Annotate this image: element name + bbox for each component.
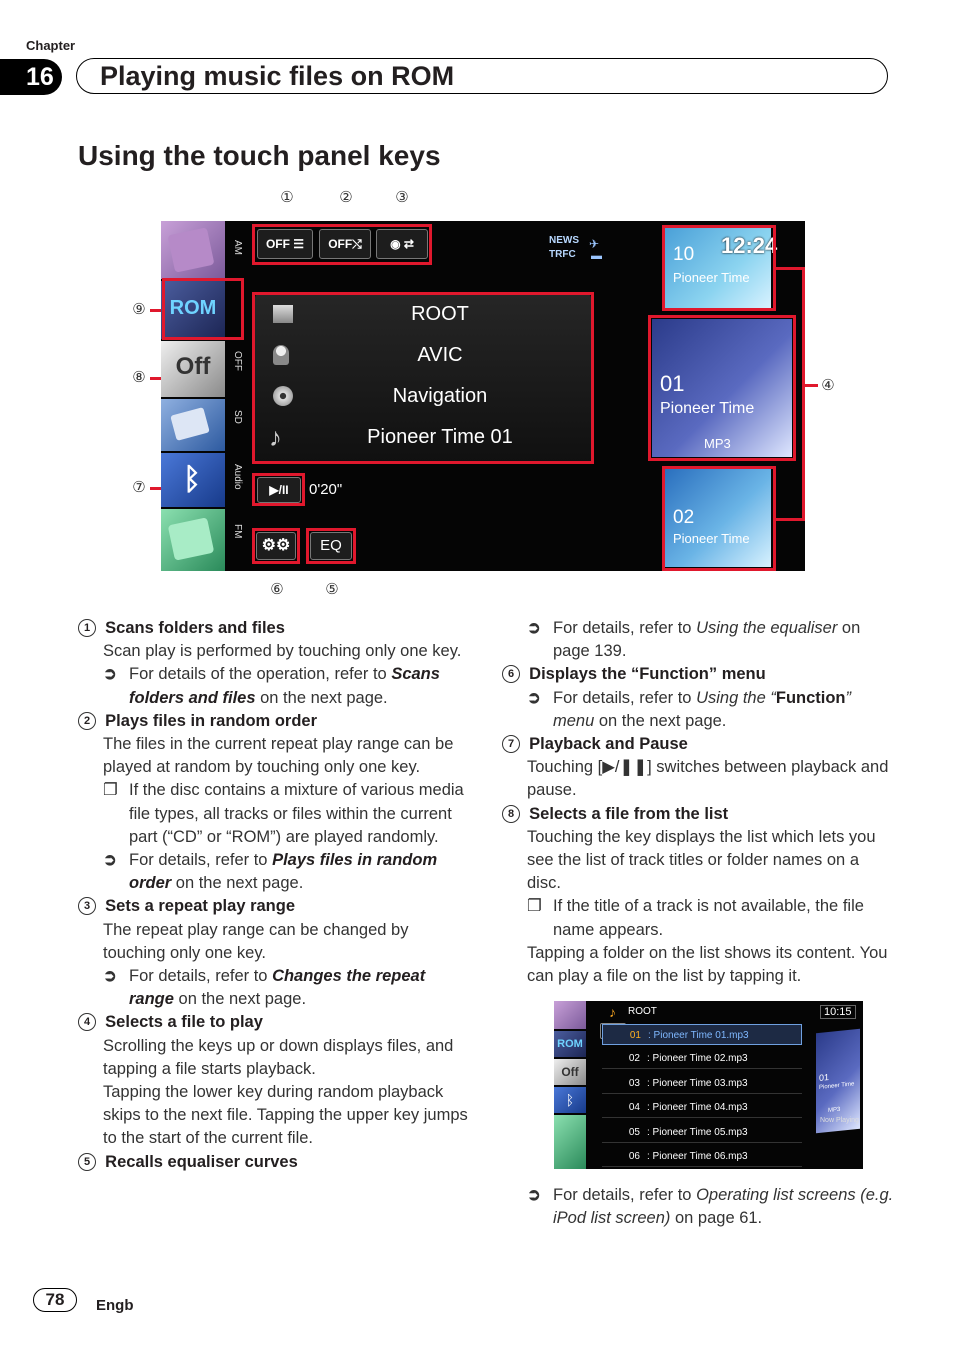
item-6-ref (502, 687, 894, 733)
bracket-line (802, 267, 805, 521)
item-1-heading (78, 617, 470, 640)
highlight-play-key (252, 473, 305, 506)
list-row[interactable] (602, 1073, 802, 1094)
item-number: 2 (78, 712, 96, 730)
callout-9: ⑨ (132, 301, 146, 318)
news-icon: ✈ (589, 237, 600, 251)
rom-label: ROM (169, 297, 217, 319)
tile-number: 01 (660, 371, 685, 396)
ref-text: For details of the operation, refer to (129, 665, 392, 684)
item-number: 4 (78, 1013, 96, 1031)
list-item-label: Navigation (392, 385, 488, 407)
row-name: : Pioneer Time 02.mp3 (647, 1053, 748, 1064)
item-4-body: Scrolling the keys up or down displays files, and tapping a file starts playback. (103, 1036, 454, 1078)
callout-3: ③ (395, 189, 409, 206)
row-name: : Pioneer Time 03.mp3 (647, 1078, 748, 1089)
item-7-heading (502, 733, 894, 756)
highlight-top-keys (252, 224, 432, 265)
tile-name: Pioneer Time (660, 400, 755, 417)
ref-text: on the next page. (255, 688, 388, 707)
fm-source-icon[interactable] (161, 509, 225, 571)
item-1-ref (78, 663, 470, 709)
music-note-icon: ♪ (609, 1004, 616, 1020)
heading-text: Displays the “Function” menu (529, 665, 766, 684)
item-8-body: Tapping a folder on the list shows its content. You can play a file on the list by tapping it. (527, 943, 888, 986)
highlight-eq-key (306, 528, 356, 564)
tile-name: Pioneer Time (819, 1081, 855, 1091)
callout-6: ⑥ (270, 581, 284, 598)
item-number: 5 (78, 1153, 96, 1171)
elapsed-time: 0'20" (309, 481, 343, 498)
ref-link[interactable]: Scans folders and files (129, 665, 440, 707)
ref-text: on page 139. (553, 619, 861, 661)
item-3-body: The repeat play range can be changed by touching only one key. (103, 920, 409, 962)
page-number: 78 (33, 1288, 77, 1312)
row-number: 06 (628, 1151, 640, 1162)
ref-text: on the next page. (171, 874, 304, 893)
ref-text: For details, refer to (553, 688, 697, 707)
ref-link[interactable]: Changes the repeat range (129, 967, 426, 1009)
list-row[interactable] (602, 1024, 802, 1045)
row-name: : Pioneer Time 05.mp3 (647, 1127, 748, 1138)
ref-link[interactable]: Plays files in random order (129, 851, 438, 893)
highlight-tile-lower (662, 466, 776, 571)
clock: 10:15 (820, 1005, 856, 1019)
heading-text: Sets a repeat play range (105, 897, 296, 916)
ref-link-bold[interactable]: Function (775, 688, 846, 707)
list-row[interactable] (602, 1097, 802, 1118)
note-text: If the title of a track is not available, the file name appears. (553, 897, 864, 939)
folder-name: ROOT (628, 1006, 657, 1017)
ref-link[interactable]: Using the equaliser (696, 619, 838, 637)
callout-line-4 (804, 384, 818, 387)
highlight-file-list (252, 292, 594, 464)
list-row[interactable] (602, 1048, 802, 1069)
highlight-tile-current (648, 315, 796, 461)
heading-text: Recalls equaliser curves (105, 1152, 298, 1171)
callout-2: ② (339, 189, 353, 206)
final-ref (502, 1184, 894, 1230)
arrow-icon: ➲ (527, 1186, 541, 1204)
scan-key[interactable]: OFF ☰ (257, 229, 313, 259)
section-title: Using the touch panel keys (78, 140, 441, 171)
traffic-icon: ▬ (591, 250, 602, 262)
row-number: 05 (628, 1127, 640, 1138)
item-2-heading (78, 710, 470, 733)
repeat-key[interactable]: ◉ ⇄ (376, 229, 428, 259)
item-5-ref (502, 617, 894, 663)
tab-am[interactable]: AM (232, 239, 243, 255)
item-number: 8 (502, 805, 520, 823)
tile-name: Pioneer Time (673, 270, 750, 285)
gear-icon: ⚙⚙ (261, 537, 291, 554)
music-note-icon: ♪ (269, 422, 282, 452)
row-number: 01 (629, 1030, 641, 1041)
list-row[interactable] (602, 1122, 802, 1143)
am-source-icon[interactable] (161, 221, 225, 279)
chapter-title: Playing music files on ROM (100, 61, 455, 91)
ref-text: For details, refer to (129, 967, 273, 986)
item-8-body: Touching the key displays the list which lets you see the list of track titles or folder names on a disc. (527, 827, 876, 893)
clock: 12:24 (721, 233, 778, 258)
bluetooth-audio-icon[interactable]: ᛒ (161, 453, 225, 507)
left-column (78, 617, 470, 1174)
am-source-icon[interactable] (554, 1001, 586, 1029)
ref-text: on the next page. (594, 711, 727, 730)
ref-text: on page 61. (670, 1209, 763, 1228)
ref-link[interactable]: ” menu (553, 688, 852, 730)
touch-panel-screenshot (161, 221, 805, 571)
row-name: : Pioneer Time 01.mp3 (648, 1030, 749, 1041)
now-playing-label: Now Playing (820, 1117, 859, 1124)
item-8-heading (502, 803, 894, 826)
chapter-label: Chapter (26, 38, 76, 53)
highlight-function-key (252, 528, 300, 564)
list-item-label: Pioneer Time 01 (367, 426, 513, 448)
chapter-number: 16 (0, 59, 62, 95)
note-text: If the disc contains a mixture of various media file types, all tracks or files within the current part (“CD” or “ROM”) are played randomly. (129, 781, 464, 846)
tile-number: 10 (673, 244, 695, 265)
sd-source-icon[interactable] (161, 399, 225, 451)
tab-off[interactable]: OFF (232, 351, 243, 371)
item-1-body: Scan play is performed by touching only one key. (103, 642, 462, 661)
tile-name: Pioneer Time (673, 531, 750, 546)
highlight-tile-upper (662, 225, 776, 311)
item-8-note (502, 895, 894, 941)
tile-number: 01 (819, 1071, 830, 1083)
item-2-ref (78, 849, 470, 895)
item-5-heading (78, 1151, 470, 1174)
list-item-label: ROOT (411, 303, 469, 325)
off-label: Off (175, 353, 211, 380)
checkbox-icon: ❐ (103, 781, 118, 800)
item-2-body: The files in the current repeat play range can be played at random by touching only one key. (103, 735, 454, 777)
row-name: : Pioneer Time 06.mp3 (647, 1151, 748, 1162)
item-number: 3 (78, 897, 96, 915)
arrow-icon: ➲ (103, 967, 117, 986)
trfc-label: TRFC (549, 249, 576, 260)
rom-source-icon[interactable]: ROM (554, 1031, 586, 1057)
item-3-ref (78, 965, 470, 1011)
ref-text: For details, refer to (553, 619, 697, 637)
row-number: 03 (628, 1078, 640, 1089)
callout-4: ④ (821, 377, 835, 394)
highlight-source-rom (162, 278, 244, 340)
arrow-icon: ➲ (103, 665, 117, 684)
play-pause-key[interactable]: ▶/II (257, 477, 301, 503)
list-screen-screenshot (554, 1001, 863, 1169)
bracket-line (775, 267, 805, 270)
checkbox-icon: ❐ (527, 897, 542, 916)
heading-text: Plays files in random order (105, 711, 317, 730)
heading-text: Selects a file to play (105, 1013, 263, 1032)
random-key[interactable]: OFF⤭ (319, 229, 371, 259)
item-3-heading (78, 895, 470, 918)
item-number: 7 (502, 735, 520, 753)
arrow-icon: ➲ (527, 619, 541, 637)
ref-link[interactable]: Operating list screens (e.g. iPod list screen) (553, 1186, 894, 1228)
bracket-line (775, 518, 805, 521)
arrow-icon: ➲ (103, 851, 117, 870)
row-number: 04 (628, 1102, 640, 1113)
ref-text: For details, refer to (129, 851, 273, 870)
ref-text: on the next page. (173, 990, 307, 1009)
heading-text: Selects a file from the list (529, 804, 729, 823)
item-number: 6 (502, 665, 520, 683)
callout-1: ① (280, 189, 294, 206)
tab-audio[interactable]: Audio (232, 464, 243, 490)
tile-format: MP3 (828, 1106, 841, 1115)
item-6-heading (502, 663, 894, 686)
bluetooth-icon[interactable]: ᛒ (554, 1087, 586, 1113)
heading-text: Scans folders and files (105, 619, 285, 637)
arrow-icon: ➲ (527, 688, 541, 707)
tab-fm[interactable]: FM (232, 523, 243, 539)
eq-key[interactable]: EQ (310, 532, 352, 560)
list-item-label: AVIC (417, 344, 463, 366)
row-name: : Pioneer Time 04.mp3 (647, 1102, 748, 1113)
language-code: Engb (96, 1297, 134, 1314)
row-number: 02 (628, 1053, 640, 1064)
heading-text: Playback and Pause (529, 735, 688, 754)
ref-link[interactable]: Using the “ (696, 688, 776, 707)
off-source-icon[interactable]: Off (554, 1059, 586, 1085)
right-column (502, 617, 894, 988)
item-4-heading (78, 1011, 470, 1034)
callout-5: ⑤ (325, 581, 339, 598)
list-row[interactable] (602, 1146, 802, 1167)
callout-8: ⑧ (132, 369, 146, 386)
tile-format: MP3 (704, 436, 731, 451)
item-number: 1 (78, 619, 96, 637)
item-4-body: Tapping the lower key during random playback skips to the next file. Tapping the upper key jumps to the start of the current file. (103, 1083, 468, 1148)
tile-number: 02 (673, 507, 695, 528)
news-label: NEWS (549, 235, 579, 246)
item-2-note (78, 779, 470, 849)
ref-text: For details, refer to (553, 1186, 697, 1204)
tab-sd[interactable]: SD (232, 410, 243, 424)
item-7-body: Touching [▶/❚❚] switches between playback and pause. (527, 758, 889, 800)
off-source-icon[interactable] (161, 341, 225, 397)
callout-7: ⑦ (132, 479, 146, 496)
fm-source-icon[interactable] (554, 1115, 586, 1169)
